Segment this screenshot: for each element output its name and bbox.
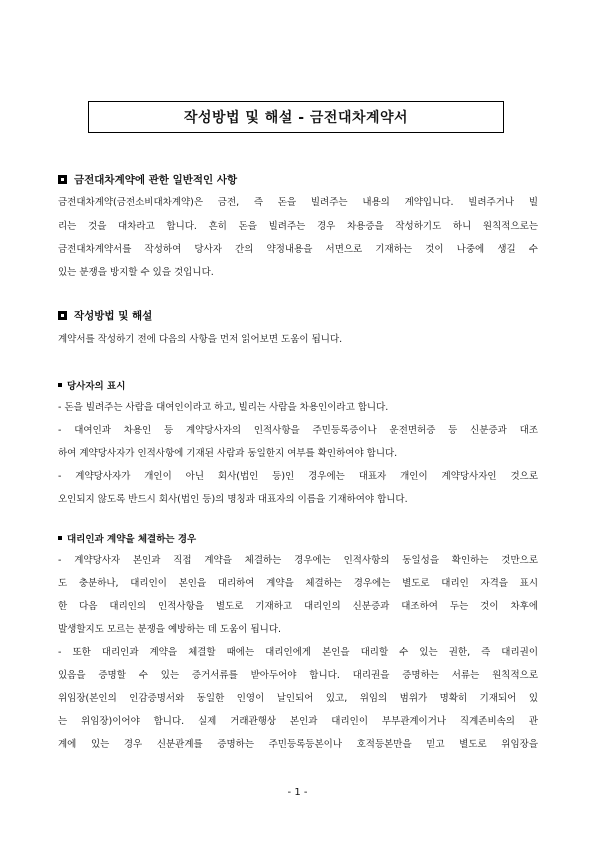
- paragraph-line: - 계약당사자가 개인이 아닌 회사(법인 등)인 경우에는 대표자 개인이 계약당사자인 것으로: [58, 471, 538, 482]
- paragraph-line: - 계약당사자 본인과 직접 계약을 체결하는 경우에는 인적사항의 동일성을 확인하는 것만으로: [58, 555, 538, 566]
- paragraph-line: 있는 분쟁을 방지할 수 있을 것입니다.: [58, 267, 214, 278]
- paragraph-line: 는 위임장)이어야 합니다. 실제 거래관행상 본인과 대리인이 부부관계이거나 직계존비속의 관: [58, 716, 538, 727]
- section-heading-text: 작성방법 및 해설: [74, 310, 153, 322]
- small-square-bullet-icon: [58, 536, 62, 540]
- paragraph-line: 리는 것을 대차라고 합니다. 흔히 돈을 빌려주는 경우 차용증을 작성하기도 하니 원칙적으로는: [58, 221, 538, 232]
- subheading-text: 대리인과 계약을 체결하는 경우: [67, 534, 197, 545]
- subheading-agent: [58, 531, 196, 545]
- paragraph-line: 금전대차계약(금전소비대차계약)은 금전, 즉 돈을 빌려주는 내용의 계약입니다. 빌려주거나 빌: [58, 197, 538, 208]
- subheading-parties: [58, 378, 125, 392]
- paragraph-line: 금전대차계약서를 작성하여 당사자 간의 약정내용을 서면으로 기재하는 것이 나중에 생길 수: [58, 244, 538, 255]
- paragraph-line: 있음을 증명할 수 있는 증거서류를 받아두어야 합니다. 대리권을 증명하는 서류는 원칙적으로: [58, 670, 538, 681]
- section-heading-text: 금전대차계약에 관한 일반적인 사항: [74, 174, 238, 186]
- paragraph-line: 한 다음 대리인의 인적사항을 별도로 기재하고 대리인의 신분증과 대조하여 두는 것이 차후에: [58, 601, 538, 612]
- paragraph-line: 하여 계약당사자가 인적사항에 기재된 사람과 동일한지 여부를 확인하여야 합니다.: [58, 448, 398, 459]
- section-heading-method: [58, 308, 152, 323]
- page-number: - 1 -: [287, 787, 308, 798]
- paragraph-line: - 대여인과 차용인 등 계약당사자의 인적사항을 주민등록증이나 운전면허증 등 신분증과 대조: [58, 425, 538, 436]
- paragraph-line: 도 충분하나, 대리인이 본인을 대리하여 계약을 체결하는 경우에는 별도로 대리인 자격을 표시: [58, 578, 538, 589]
- small-square-bullet-icon: [58, 383, 62, 387]
- paragraph-line: 발생할지도 모르는 분쟁을 예방하는 데 도움이 됩니다.: [58, 624, 282, 635]
- section-heading-general: [58, 172, 237, 187]
- subheading-text: 당사자의 표시: [67, 381, 126, 392]
- paragraph-line: 위임장(본인의 인감증명서와 동일한 인영이 날인되어 있고, 위임의 범위가 명확히 기재되어 있: [58, 693, 538, 704]
- paragraph-line: - 또한 대리인과 계약을 체결할 때에는 대리인에게 본인을 대리할 수 있는 권한, 즉 대리권이: [58, 647, 538, 658]
- paragraph-line: 계에 있는 경우 신분관계를 증명하는 주민등록등본이나 호적등본만을 믿고 별도로 위임장을: [58, 739, 538, 750]
- paragraph-line: 오인되지 않도록 반드시 회사(법인 등)의 명칭과 대표자의 이름을 기재하여야 합니다.: [58, 494, 408, 505]
- paragraph-line: - 돈을 빌려주는 사람을 대여인이라고 하고, 빌리는 사람을 차용인이라고 합니다.: [58, 402, 389, 413]
- square-bullet-icon: [58, 311, 67, 320]
- document-title: 작성방법 및 해설 - 금전대차계약서: [88, 101, 504, 133]
- paragraph-line: 계약서를 작성하기 전에 다음의 사항을 먼저 읽어보면 도움이 됩니다.: [58, 334, 343, 345]
- square-bullet-icon: [58, 175, 67, 184]
